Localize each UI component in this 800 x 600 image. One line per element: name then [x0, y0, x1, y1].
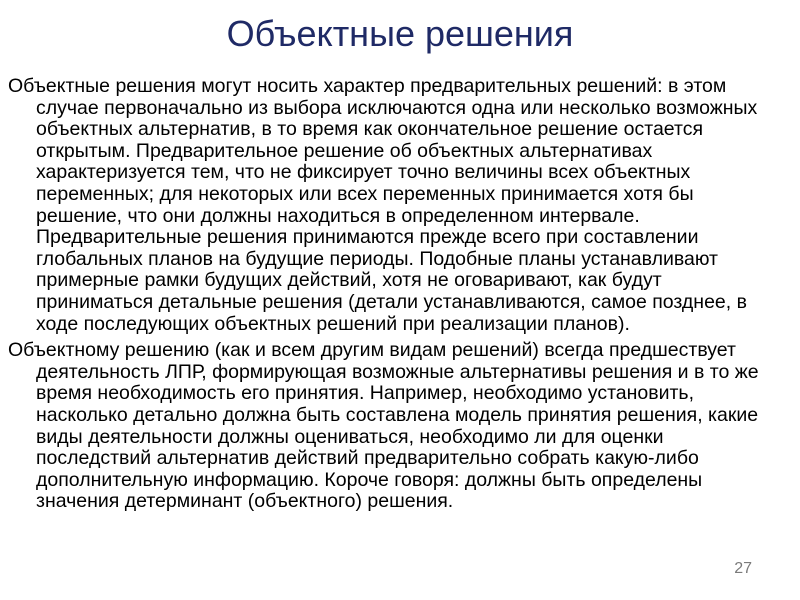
slide-title: Объектные решения: [226, 13, 574, 54]
page-number: 27: [734, 560, 752, 577]
paragraph-decision-preparation: Объектному решению (как и всем другим видам решений) всегда предшествует деятельность ЛПР, формирующая возможные альтернативы решения и в то же время необходимость его принятия. Например, необходимо установить, насколько детально должна быть составлена модель принятия решения, какие виды деятельности должны оцениваться, необходимо ли для оценки последствий альтернатив действий предварительно собрать какую-либо дополнительную информацию. Короче говоря: должны быть определены значения детерминант (объектного) решения.: [8, 339, 759, 513]
slide-body: [8, 76, 784, 518]
paragraph-preliminary-decisions: Объектные решения могут носить характер предварительных решений: в этом случае первоначально из выбора исключаются одна или несколько возможных объектных альтернатив, в то время как окончательное решение остается открытым. Предварительное решение об объектных альтернативах характеризуется тем, что не фиксирует точно величины всех объектных переменных; для некоторых или всех переменных принимается хотя бы решение, что они должны находиться в определенном интервале. Предварительные решения принимаются прежде всего при составлении глобальных планов на будущие периоды. Подобные планы устанавливают примерные рамки будущих действий, хотя не оговаривают, как будут приниматься детальные решения (детали устанавливаются, самое позднее, в ходе последующих объектных решений при реализации планов).: [8, 75, 758, 335]
